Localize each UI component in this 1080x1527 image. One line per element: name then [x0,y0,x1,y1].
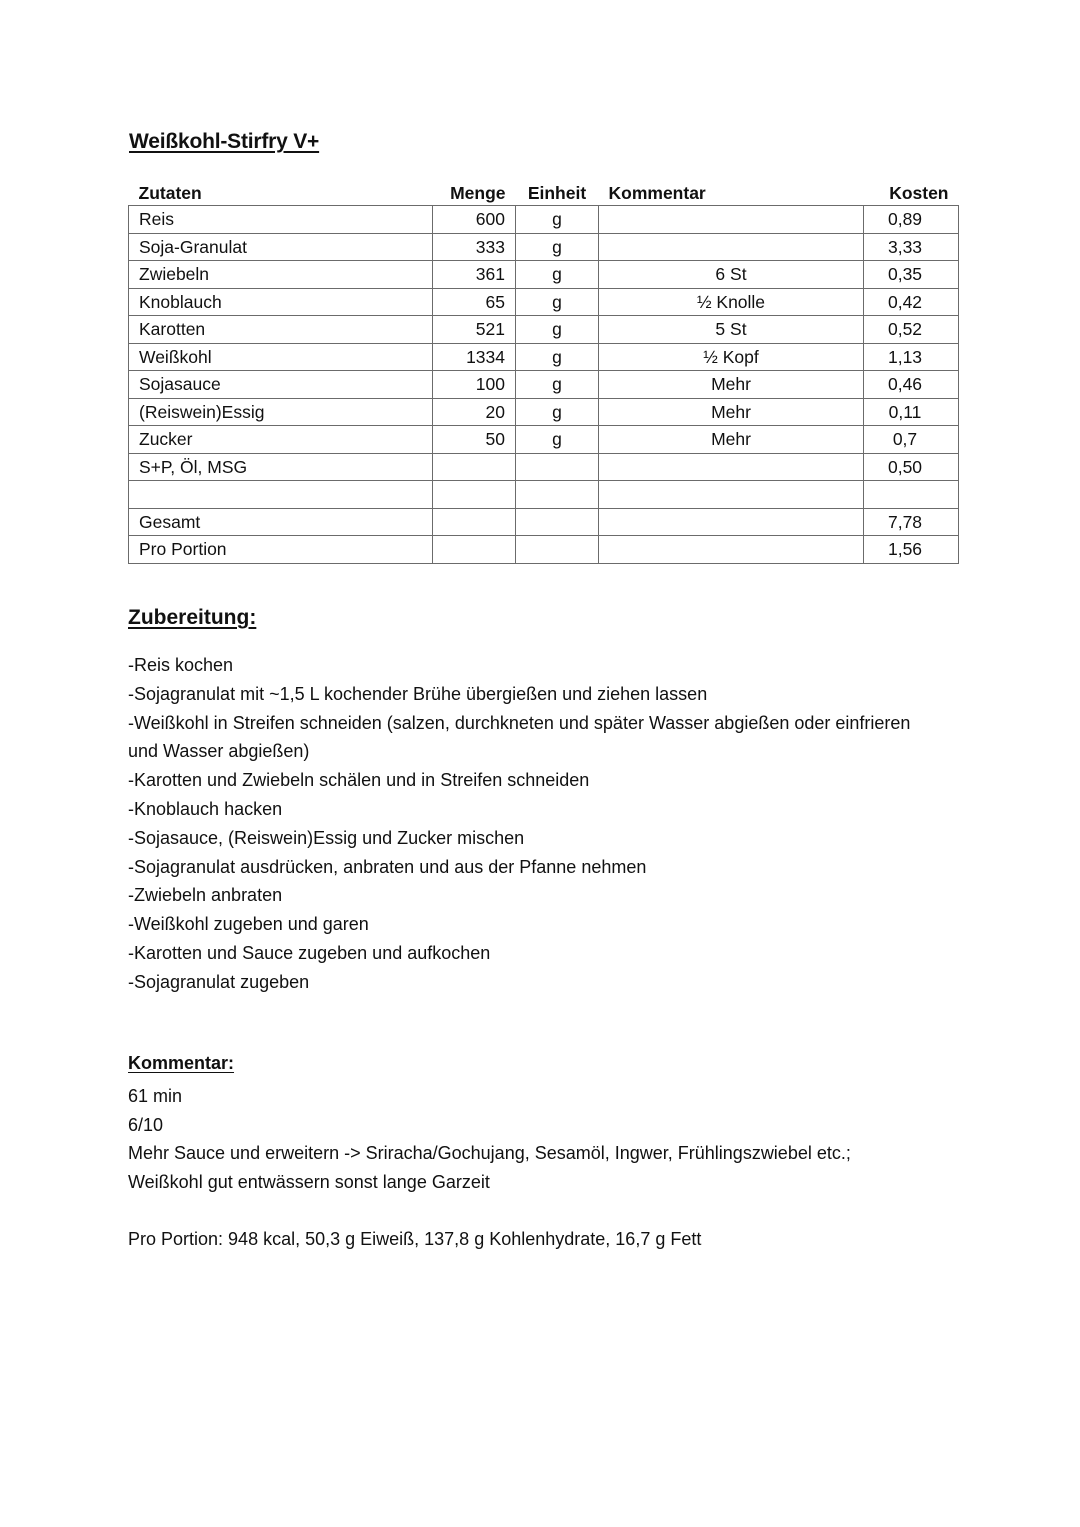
table-row [129,261,959,289]
cell-quantity: 50 [433,426,516,454]
cell-quantity: 1334 [433,343,516,371]
cooking-time: 61 min [128,1086,183,1106]
cell-cost: 0,46 [864,371,959,399]
rating: 6/10 [128,1114,164,1135]
table-row-empty [129,481,959,509]
preparation-heading: Zubereitung: [128,606,257,629]
cell-unit: g [516,343,599,371]
cell-ingredient: Pro Portion [129,536,433,564]
cell-unit: g [516,288,599,316]
header-quantity: Menge [450,183,506,203]
cell-cost: 7,78 [864,508,959,536]
cell-comment: ½ Kopf [599,343,864,371]
table-row [129,426,959,454]
cell-comment [599,481,864,509]
cell-quantity: 65 [433,288,516,316]
preparation-step: -Sojasauce, (Reiswein)Essig und Zucker mischen [128,827,525,848]
cell-cost: 1,13 [864,343,959,371]
comment-block [128,1082,958,1197]
cell-comment: Mehr [599,371,864,399]
cell-ingredient: Zucker [129,426,433,454]
comment-note: Mehr Sauce und erweitern -> Sriracha/Gochujang, Sesamöl, Ingwer, Frühlingszwiebel etc.; [128,1143,851,1164]
cell-cost: 0,42 [864,288,959,316]
cell-comment [599,206,864,234]
cell-cost: 0,52 [864,316,959,344]
cell-unit: g [516,316,599,344]
cell-ingredient: (Reiswein)Essig [129,398,433,426]
table-row-total [129,508,959,536]
header-unit: Einheit [527,183,587,203]
cell-cost [864,481,959,509]
cell-comment: 5 St [599,316,864,344]
cell-quantity: 600 [433,206,516,234]
cell-comment [599,508,864,536]
cell-comment: Mehr [599,398,864,426]
table-header-row [129,176,959,206]
ingredients-table-body [129,206,959,564]
comment-heading: Kommentar: [128,1053,235,1073]
preparation-step: -Karotten und Sauce zugeben und aufkochen [128,942,491,963]
table-row [129,206,959,234]
cell-cost: 3,33 [864,233,959,261]
header-comment: Kommentar [608,183,706,203]
cell-ingredient: Karotten [129,316,433,344]
cell-quantity [433,536,516,564]
cell-unit [516,481,599,509]
nutrition-info: Pro Portion: 948 kcal, 50,3 g Eiweiß, 137,8 g Kohlenhydrate, 16,7 g Fett [128,1229,702,1249]
cell-ingredient: S+P, Öl, MSG [129,453,433,481]
cell-quantity [433,481,516,509]
cell-ingredient: Weißkohl [129,343,433,371]
cell-unit: g [516,398,599,426]
cell-unit: g [516,233,599,261]
preparation-step: -Zwiebeln anbraten [128,885,283,906]
preparation-steps [128,651,928,997]
cell-ingredient [129,481,433,509]
cell-ingredient: Gesamt [129,508,433,536]
preparation-step: -Reis kochen [128,655,234,675]
recipe-title: Weißkohl-Stirfry V+ [129,130,320,153]
preparation-step: -Sojagranulat zugeben [128,971,310,992]
cell-comment: Mehr [599,426,864,454]
preparation-step: -Sojagranulat ausdrücken, anbraten und aus der Pfanne nehmen [128,856,647,877]
preparation-step: -Sojagranulat mit ~1,5 L kochender Brühe übergießen und ziehen lassen [128,683,708,704]
cell-quantity: 333 [433,233,516,261]
cell-unit: g [516,206,599,234]
table-row-per-portion [129,536,959,564]
preparation-step: -Knoblauch hacken [128,798,283,819]
cell-ingredient: Zwiebeln [129,261,433,289]
preparation-step: -Weißkohl zugeben und garen [128,914,369,935]
header-ingredient: Zutaten [138,183,202,203]
cell-quantity: 521 [433,316,516,344]
cell-quantity: 361 [433,261,516,289]
cell-unit [516,536,599,564]
cell-quantity: 20 [433,398,516,426]
cell-cost: 0,7 [864,426,959,454]
table-row [129,453,959,481]
cell-ingredient: Soja-Granulat [129,233,433,261]
table-row [129,233,959,261]
cell-unit [516,508,599,536]
cell-quantity [433,508,516,536]
table-row [129,371,959,399]
cell-cost: 0,89 [864,206,959,234]
cell-cost: 0,35 [864,261,959,289]
table-row [129,288,959,316]
cell-unit: g [516,371,599,399]
preparation-step: -Karotten und Zwiebeln schälen und in Streifen schneiden [128,770,590,791]
table-row [129,343,959,371]
table-row [129,398,959,426]
cell-unit: g [516,261,599,289]
table-row [129,316,959,344]
cell-comment [599,453,864,481]
cell-comment: 6 St [599,261,864,289]
cell-comment: ½ Knolle [599,288,864,316]
cell-ingredient: Reis [129,206,433,234]
cell-quantity: 100 [433,371,516,399]
cell-cost: 0,11 [864,398,959,426]
cell-comment [599,233,864,261]
preparation-step: -Weißkohl in Streifen schneiden (salzen, durchkneten und später Wasser abgießen oder einfrieren und Wasser abgießen) [128,712,911,762]
comment-note: Weißkohl gut entwässern sonst lange Garzeit [128,1172,490,1193]
cell-ingredient: Sojasauce [129,371,433,399]
cell-ingredient: Knoblauch [129,288,433,316]
cell-unit: g [516,426,599,454]
cell-cost: 0,50 [864,453,959,481]
cell-comment [599,536,864,564]
ingredients-table [128,176,959,564]
cell-unit [516,453,599,481]
cell-quantity [433,453,516,481]
header-cost: Kosten [889,183,949,203]
cell-cost: 1,56 [864,536,959,564]
